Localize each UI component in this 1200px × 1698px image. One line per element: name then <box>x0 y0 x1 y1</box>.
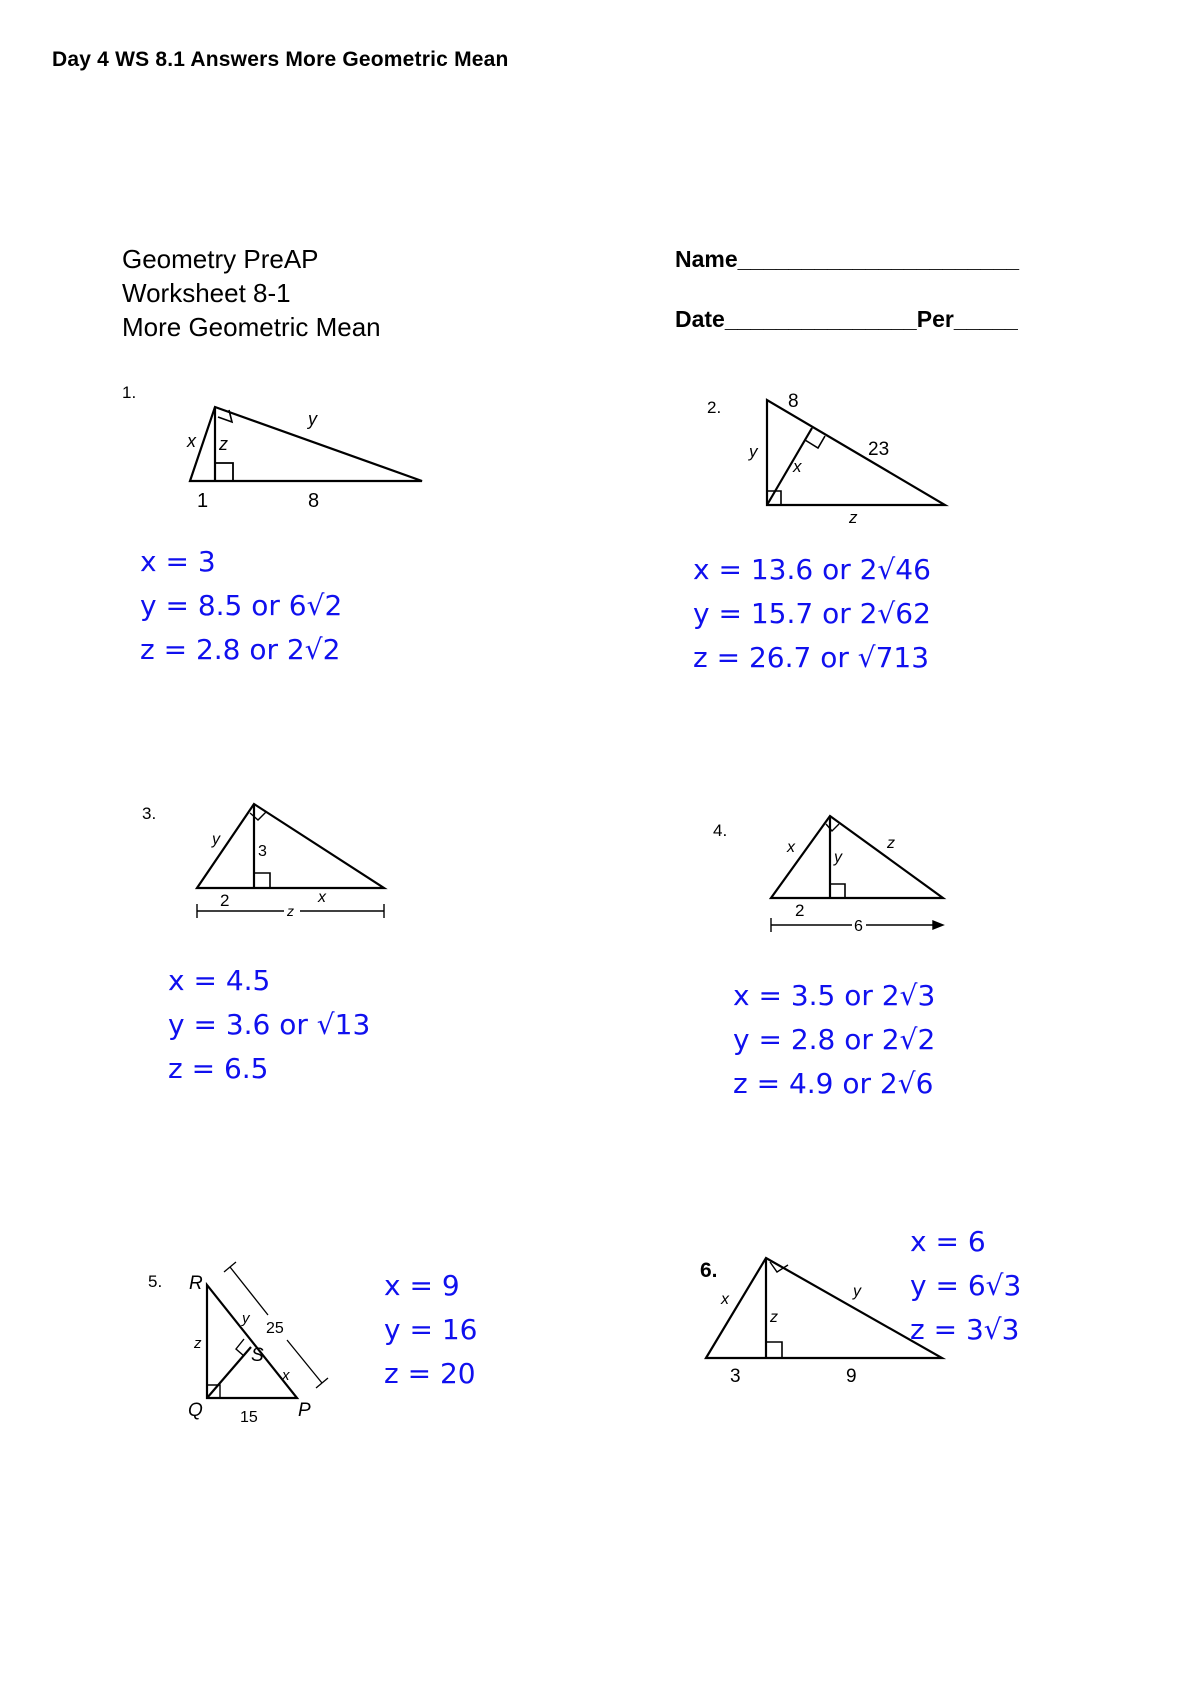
document-title: Day 4 WS 8.1 Answers More Geometric Mean <box>52 48 509 71</box>
problem-1-label-1: 1 <box>197 490 209 512</box>
problem-5-label-R: R <box>189 1273 203 1294</box>
problem-5-answers <box>384 1264 477 1396</box>
problem-6-label-z: z <box>770 1309 778 1326</box>
problem-5-label-P: P <box>298 1400 311 1421</box>
problem-3-label-3: 3 <box>258 843 267 860</box>
problem-5-label-z: z <box>194 1335 202 1352</box>
problem-3-answers <box>168 959 370 1091</box>
problem-2-triangle <box>767 400 945 505</box>
problem-4-figure <box>765 812 965 937</box>
problem-1-answers <box>140 540 342 672</box>
problem-4-label-z: z <box>887 835 895 852</box>
problem-4-right-angle-top <box>826 824 839 831</box>
problem-6-answer-x: x = 6 <box>910 1225 986 1258</box>
problem-4-label-y: y <box>834 849 842 866</box>
problem-4-answer-x: x = 3.5 or 2√3 <box>733 979 936 1012</box>
problem-3-number: 3. <box>142 804 157 823</box>
name-line: Name______________________ <box>675 246 1020 272</box>
problem-4-answer-z: z = 4.9 or 2√6 <box>733 1067 934 1100</box>
worksheet-header <box>122 242 381 344</box>
problem-2-altitude <box>767 428 812 505</box>
problem-2-label-y: y <box>749 442 758 461</box>
problem-4-label-6: 6 <box>854 918 863 935</box>
course-name: Geometry PreAP <box>122 244 319 274</box>
problem-3-triangle <box>197 804 384 888</box>
problem-1-label-x: x <box>187 431 196 451</box>
problem-6-right-angle-base <box>766 1342 782 1358</box>
problem-1-figure <box>180 395 430 510</box>
problem-2-label-x: x <box>793 457 802 476</box>
problem-3-figure <box>192 798 397 928</box>
problem-5-right-angle-foot <box>236 1339 244 1356</box>
problem-5-number: 5. <box>148 1272 163 1291</box>
problem-3-answer-x: x = 4.5 <box>168 964 271 997</box>
period-line: Per_____ <box>916 306 1018 332</box>
problem-5-altitude <box>207 1347 251 1398</box>
problem-4-triangle <box>771 816 943 898</box>
problem-6-answers <box>910 1220 1021 1352</box>
problem-6-answer-y: y = 6√3 <box>910 1269 1022 1302</box>
problem-1-answer-z: z = 2.8 or 2√2 <box>140 633 341 666</box>
problem-5-figure <box>182 1255 337 1426</box>
problem-6-triangle <box>706 1258 942 1358</box>
problem-6-answer-z: z = 3√3 <box>910 1313 1020 1346</box>
problem-2-label-8: 8 <box>788 391 799 412</box>
date-line: Date_______________ <box>675 306 917 332</box>
problem-3-answer-z: z = 6.5 <box>168 1052 269 1085</box>
problem-4-number: 4. <box>713 821 728 840</box>
problem-5-answer-z: z = 20 <box>384 1357 476 1390</box>
problem-5-dim-line-lower <box>287 1340 322 1383</box>
problem-4-dim-arrow <box>933 921 943 929</box>
problem-5-label-y: y <box>242 1310 250 1327</box>
problem-1-answer-y: y = 8.5 or 6√2 <box>140 589 343 622</box>
problem-5-label-25: 25 <box>266 1320 284 1337</box>
problem-5-answer-y: y = 16 <box>384 1313 478 1346</box>
problem-1-label-y: y <box>308 409 317 429</box>
date-per-line <box>675 306 1018 333</box>
problem-1-number: 1. <box>122 383 137 402</box>
problem-2-label-23: 23 <box>868 439 890 460</box>
problem-2-answer-z: z = 26.7 or √713 <box>693 641 930 674</box>
problem-5-label-x: x <box>282 1367 290 1384</box>
problem-2-right-angle-foot <box>805 436 825 448</box>
worksheet-number: Worksheet 8-1 <box>122 278 291 308</box>
problem-4-answers <box>733 974 935 1106</box>
problem-1-label-z: z <box>219 434 228 454</box>
problem-5-dim-tick-top <box>224 1262 236 1272</box>
problem-3-label-2: 2 <box>220 891 230 910</box>
problem-4-label-x: x <box>787 839 795 856</box>
problem-3-label-x: x <box>318 889 326 906</box>
problem-3-answer-y: y = 3.6 or √13 <box>168 1008 371 1041</box>
problem-5-label-Q: Q <box>188 1400 203 1421</box>
problem-5-dim-tick-bottom <box>316 1378 328 1388</box>
problem-1-label-8: 8 <box>308 490 320 512</box>
problem-6-label-3: 3 <box>730 1366 741 1387</box>
problem-5-answer-x: x = 9 <box>384 1269 460 1302</box>
problem-2-figure <box>749 390 955 527</box>
problem-4-right-angle-base <box>830 884 845 898</box>
problem-2-number: 2. <box>707 398 722 417</box>
problem-6-label-y: y <box>853 1283 861 1300</box>
problem-6-right-angle-top <box>770 1262 788 1272</box>
problem-1-answer-x: x = 3 <box>140 545 216 578</box>
problem-3-right-angle-top <box>250 812 266 820</box>
problem-2-label-z: z <box>849 508 858 527</box>
problem-3-right-angle-base <box>254 873 270 888</box>
problem-1-right-angle-top <box>218 410 232 422</box>
problem-4-answer-y: y = 2.8 or 2√2 <box>733 1023 936 1056</box>
problem-5-label-S: S <box>251 1345 264 1366</box>
problem-2-answers <box>693 548 931 680</box>
worksheet-topic: More Geometric Mean <box>122 312 381 342</box>
problem-2-answer-y: y = 15.7 or 2√62 <box>693 597 931 630</box>
problem-3-label-z: z <box>287 903 294 919</box>
problem-4-label-2: 2 <box>795 901 805 920</box>
problem-6-label-x: x <box>721 1291 729 1308</box>
problem-3-label-y: y <box>212 831 220 848</box>
problem-6-label-9: 9 <box>846 1366 857 1387</box>
problem-2-answer-x: x = 13.6 or 2√46 <box>693 553 931 586</box>
problem-5-dim-line-upper <box>230 1267 268 1315</box>
problem-1-right-angle-base <box>215 463 233 481</box>
problem-6-number: 6. <box>700 1259 718 1282</box>
problem-5-label-15: 15 <box>240 1409 258 1426</box>
